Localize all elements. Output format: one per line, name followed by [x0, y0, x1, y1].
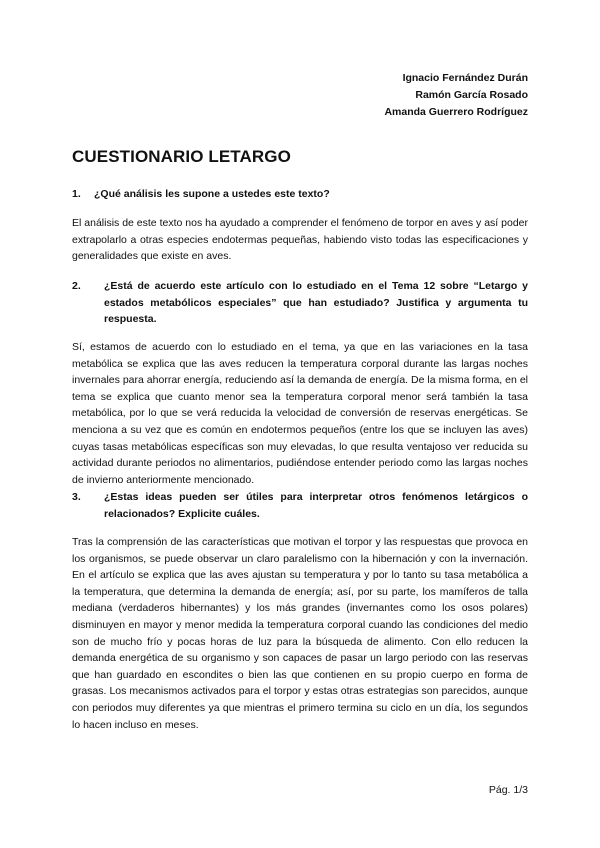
- question-1: [72, 186, 528, 203]
- author-name: Ignacio Fernández Durán: [402, 72, 528, 84]
- question-number: 1.: [72, 188, 81, 200]
- question-text: ¿Estas ideas pueden ser útiles para interpretar otros fenómenos letárgicos o relacionados? Explicite cuáles.: [104, 491, 528, 520]
- question-3: [72, 489, 528, 522]
- question-text: ¿Qué análisis les supone a ustedes este texto?: [94, 188, 330, 200]
- question-text: ¿Está de acuerdo este artículo con lo estudiado en el Tema 12 sobre “Letargo y estados metabólicos especiales” que han estudiado? Justifica y argumenta tu respuesta.: [104, 280, 528, 325]
- author-name: Amanda Guerrero Rodríguez: [384, 106, 528, 118]
- answer-1: El análisis de este texto nos ha ayudado a comprender el fenómeno de torpor en aves y así poder extrapolarlo a otras especies endotermas pequeñas, habiendo visto todas las especificaciones y generalidades que existe en aves.: [72, 217, 528, 263]
- question-2: [72, 278, 528, 328]
- question-number: 2.: [72, 280, 81, 292]
- answer-2: Sí, estamos de acuerdo con lo estudiado en el tema, ya que en las variaciones en la tasa metabólica se explica que las aves reducen la temperatura corporal durante las largas noches invernales para ahorrar energía, reduciendo así la demanda de energía. De la misma forma, en el tema se explica que cuanto menor sea la temperatura corporal menor será también la tasa metabólica, por lo que se verá reducida la velocidad de conversión de reservas energéticas. Se menciona a su vez que es común en endotermos pequeños (entre los que se incluyen las aves) cuyas tasas metabólicas específicas son muy elevadas, lo que resulta ventajoso ver reducida su actividad durante periodos no alimentarios, pudiéndose entender periodo como las largas noches de invierno anteriormente mencionado.: [72, 341, 528, 486]
- question-number: 3.: [72, 491, 81, 503]
- answer-3: Tras la comprensión de las características que motivan el torpor y las respuestas que provoca en los organismos, se puede observar un claro paralelismo con la hibernación y con la invernación. En el artículo se explica que las aves ajustan su temperatura y por lo tanto su tasa metabólica a la temperatura, que determina la demanda de energía; así, por su parte, los mamíferos de talla mediana (verdaderos hibernantes) y los más grandes (invernantes como los osos polares) disminuyen en mayor y menor medida la temperatura corporal cuando las condiciones del medio son de mucho frío y pocas horas de luz para la búsqueda de alimento. Con ello reducen la demanda energética de su organismo y son capaces de pasar un largo periodo con las reservas que han guardado en escondites o bien las que contienen en su propio cuerpo en forma de grasas. Los mecanismos activados para el torpor y estas otras estrategias son parecidos, aunque con periodos muy diferentes ya que mientras el primero termina su ciclo en un día, los segundos lo hacen incluso en meses.: [72, 536, 528, 731]
- author-list: [384, 70, 528, 121]
- page-number: Pág. 1/3: [488, 784, 528, 796]
- document-title: CUESTIONARIO LETARGO: [72, 147, 291, 166]
- author-name: Ramón García Rosado: [415, 89, 528, 101]
